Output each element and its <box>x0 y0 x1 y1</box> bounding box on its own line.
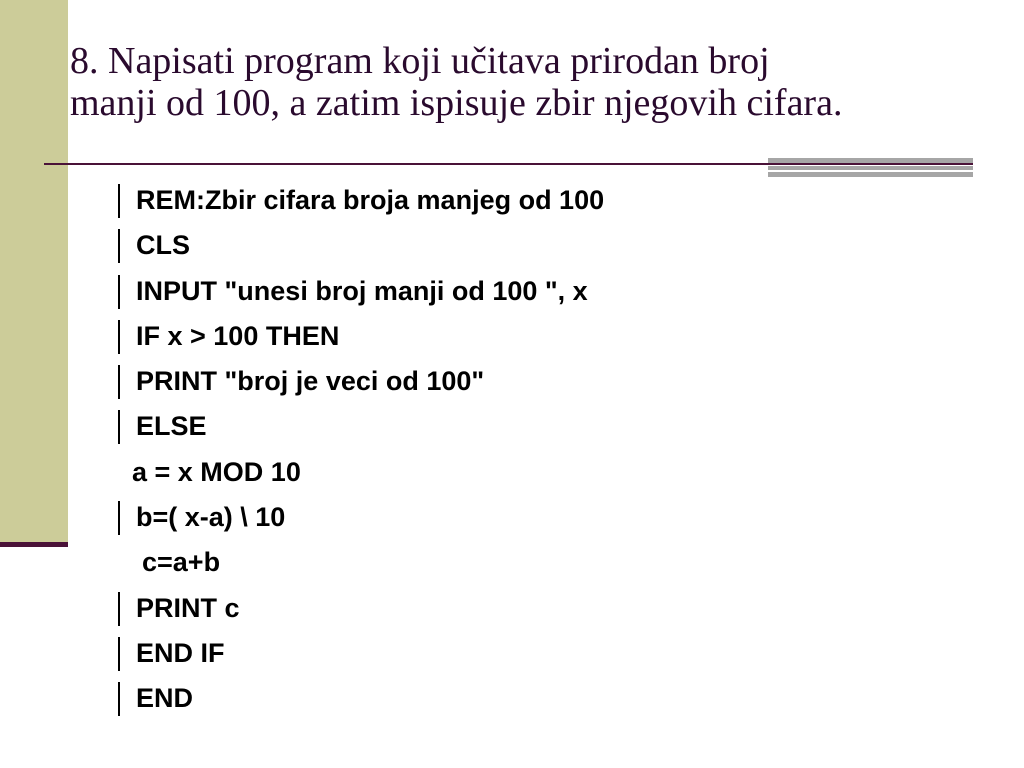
code-line-else <box>114 404 604 449</box>
code-line-sum <box>114 540 604 585</box>
left-decorative-band <box>0 0 68 542</box>
code-line-print-message <box>114 359 604 404</box>
code-text: CLS <box>136 230 190 261</box>
code-line-mod <box>114 450 604 495</box>
code-text: a = x MOD 10 <box>132 456 301 487</box>
line-marker <box>118 410 120 444</box>
code-line-end-if <box>114 631 604 676</box>
line-marker <box>118 501 120 535</box>
code-line-input <box>114 269 604 314</box>
code-line-div <box>114 495 604 540</box>
accent-stripe-3 <box>768 172 973 177</box>
line-marker <box>118 637 120 671</box>
code-text: PRINT "broj je veci od 100" <box>136 366 485 397</box>
line-marker <box>118 320 120 354</box>
code-line-rem <box>114 178 604 223</box>
code-text: PRINT c <box>136 592 240 623</box>
title-accent-bar <box>768 158 973 178</box>
line-marker <box>118 682 120 716</box>
accent-stripe-2 <box>768 166 973 170</box>
code-text: b=( x-a) \ 10 <box>136 502 286 533</box>
code-line-if <box>114 314 604 359</box>
code-text: END IF <box>136 637 225 668</box>
slide-title-line-2: manji od 100, a zatim ispisuje zbir njegovih cifara. <box>70 82 843 124</box>
line-marker <box>118 365 120 399</box>
code-text: c=a+b <box>142 547 221 578</box>
code-listing <box>114 178 604 722</box>
slide-title-line-1: 8. Napisati program koji učitava prirodan broj <box>70 40 770 82</box>
code-line-print-c <box>114 586 604 631</box>
line-marker <box>118 184 120 218</box>
slide-title <box>70 40 1010 124</box>
code-text: INPUT "unesi broj manji od 100 ", x <box>136 275 588 306</box>
left-band-rule <box>0 542 68 547</box>
line-marker <box>118 229 120 263</box>
code-text: ELSE <box>136 411 207 442</box>
code-line-cls <box>114 223 604 268</box>
code-text: END <box>136 683 194 714</box>
code-text: IF x > 100 THEN <box>136 320 340 351</box>
line-marker <box>118 275 120 309</box>
code-text: REM:Zbir cifara broja manjeg od 100 <box>136 185 605 215</box>
line-marker <box>118 592 120 626</box>
accent-stripe-1 <box>768 158 973 163</box>
code-line-end <box>114 676 604 721</box>
